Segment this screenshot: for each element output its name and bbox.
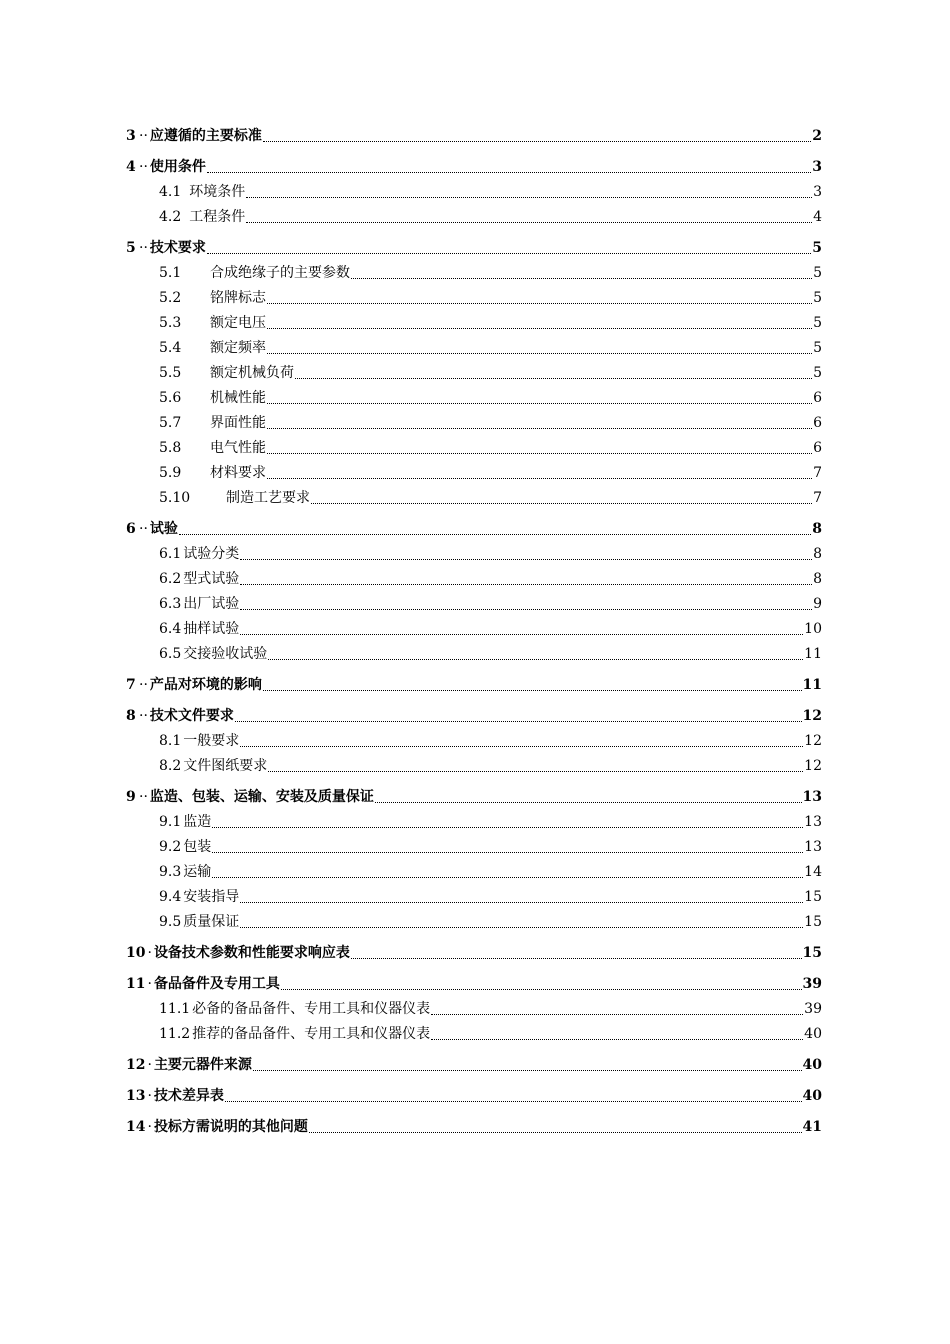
toc-subsection-entry[interactable] [126,488,822,513]
dot-leader [267,302,812,304]
toc-subsection-entry[interactable] [126,388,822,413]
dot-leader [240,926,803,928]
toc-page-number: 15 [804,914,822,930]
toc-subsection-entry[interactable] [126,413,822,438]
toc-line [126,789,822,806]
dot-leader [235,720,802,722]
toc-line [159,184,822,201]
toc-number: 6.4 [159,621,182,637]
toc-line [159,490,822,507]
toc-title: 工程条件 [189,209,246,225]
dot-leader [207,252,811,254]
toc-subsection-entry[interactable] [126,619,822,644]
toc-page-number: 11 [802,677,822,693]
dot-leader [240,901,803,903]
toc-separator: · [147,1057,152,1073]
toc-number: 3 [126,128,136,144]
toc-line [159,340,822,357]
toc-title: 交接验收试验 [183,646,268,662]
toc-line [159,440,822,457]
toc-line [159,1026,822,1043]
toc-subsection-entry[interactable] [126,544,822,569]
toc-title: 界面性能 [210,415,266,431]
toc-page-number: 11 [804,646,822,662]
toc-page-number: 12 [804,758,822,774]
toc-line [159,646,822,663]
dot-leader [212,851,803,853]
toc-line [126,945,822,962]
toc-line [159,390,822,407]
toc-page-number: 8 [813,571,822,587]
toc-title: 应遵循的主要标准 [149,128,262,144]
toc-page-number: 7 [813,490,822,506]
toc-page-number: 40 [802,1057,822,1073]
toc-page-number: 8 [813,546,822,562]
dot-leader [246,221,812,223]
toc-section-entry[interactable] [126,937,822,968]
toc-title: 试验分类 [183,546,240,562]
toc-line [159,209,822,226]
dot-leader [311,502,812,504]
toc-page-number: 9 [813,596,822,612]
toc-number: 5.7 [159,415,182,431]
toc-title: 必备的备品备件、专用工具和仪器仪表 [192,1001,431,1017]
toc-section-entry[interactable] [126,968,822,999]
toc-number: 11.2 [159,1026,191,1042]
toc-line [126,1119,822,1136]
toc-subsection-entry[interactable] [126,887,822,912]
toc-number: 9.1 [159,814,182,830]
toc-title: 技术文件要求 [149,708,234,724]
dot-leader [267,327,812,329]
toc-number: 7 [126,677,136,693]
toc-section-entry[interactable] [126,1111,822,1142]
toc-section-entry[interactable] [126,1049,822,1080]
toc-page-number: 39 [802,976,822,992]
toc-line [159,365,822,382]
toc-title: 包装 [183,839,212,855]
toc-subsection-entry[interactable] [126,731,822,756]
toc-number: 13 [126,1088,146,1104]
toc-subsection-entry[interactable] [126,463,822,488]
toc-title: 主要元器件来源 [153,1057,252,1073]
toc-number: 5.5 [159,365,182,381]
dot-leader [267,402,812,404]
toc-page-number: 5 [813,315,822,331]
toc-title: 制造工艺要求 [226,490,310,506]
toc-title: 出厂试验 [183,596,240,612]
toc-page-number: 6 [813,415,822,431]
toc-page-number: 5 [812,240,822,256]
dot-leader [295,377,812,379]
toc-page-number: 5 [813,265,822,281]
dot-leader [240,633,803,635]
toc-number: 6.1 [159,546,182,562]
toc-line [159,814,822,831]
toc-page-number: 6 [813,440,822,456]
toc-title: 设备技术参数和性能要求响应表 [153,945,350,961]
toc-page-number: 39 [804,1001,822,1017]
toc-subsection-entry[interactable] [126,313,822,338]
toc-title: 备品备件及专用工具 [153,976,280,992]
toc-section-entry[interactable] [126,781,822,812]
toc-page-number: 7 [813,465,822,481]
toc-line [159,733,822,750]
dot-leader [212,826,803,828]
toc-line [159,839,822,856]
toc-line [126,1088,822,1105]
toc-line [159,914,822,931]
toc-line [126,1057,822,1074]
toc-title: 产品对环境的影响 [149,677,262,693]
toc-line [159,758,822,775]
toc-page-number: 40 [802,1088,822,1104]
toc-line [159,621,822,638]
toc-number: 5.8 [159,440,182,456]
toc-line [126,521,822,538]
toc-line [159,315,822,332]
toc-title: 监造、包装、运输、安装及质量保证 [149,789,374,805]
dot-leader [375,801,802,803]
table-of-contents [126,126,822,1142]
toc-number: 5.4 [159,340,182,356]
toc-subsection-entry[interactable] [126,837,822,862]
toc-section-entry[interactable] [126,1080,822,1111]
dot-leader [240,558,812,560]
toc-number: 6.3 [159,596,182,612]
toc-number: 6 [126,521,136,537]
toc-subsection-entry[interactable] [126,862,822,887]
toc-line [159,546,822,563]
toc-section-entry[interactable] [126,232,822,263]
toc-title: 文件图纸要求 [183,758,268,774]
dot-leader [253,1069,802,1071]
toc-page-number: 5 [813,340,822,356]
toc-number: 9 [126,789,136,805]
dot-leader [263,140,811,142]
toc-separator: · [147,945,152,961]
toc-line [126,677,822,694]
toc-separator: · [147,1088,152,1104]
toc-page-number: 15 [804,889,822,905]
toc-line [159,465,822,482]
toc-title: 质量保证 [183,914,240,930]
toc-subsection-entry[interactable] [126,182,822,207]
toc-title: 材料要求 [210,465,266,481]
toc-subsection-entry[interactable] [126,338,822,363]
toc-separator: · [147,1119,152,1135]
toc-line [126,159,822,176]
dot-leader [431,1038,803,1040]
toc-line [159,596,822,613]
toc-title: 安装指导 [183,889,240,905]
dot-leader [267,477,812,479]
dot-leader [351,277,812,279]
toc-page-number: 4 [813,209,822,225]
toc-number: 8 [126,708,136,724]
toc-line [126,708,822,725]
toc-title: 试验 [149,521,178,537]
dot-leader [267,427,812,429]
dot-leader [268,770,803,772]
toc-number: 12 [126,1057,146,1073]
toc-page-number: 14 [804,864,822,880]
toc-number: 11 [126,976,146,992]
toc-subsection-entry[interactable] [126,363,822,388]
toc-line [159,889,822,906]
dot-leader [267,352,812,354]
dot-leader [212,876,803,878]
toc-number: 4 [126,159,136,175]
toc-title: 抽样试验 [183,621,240,637]
toc-page-number: 12 [804,733,822,749]
toc-subsection-entry[interactable] [126,207,822,232]
toc-title: 技术差异表 [153,1088,224,1104]
toc-line [126,240,822,257]
dot-leader [431,1013,803,1015]
toc-separator: ·· [139,128,148,144]
toc-separator: ·· [139,240,148,256]
toc-number: 9.3 [159,864,182,880]
toc-page-number: 13 [802,789,822,805]
toc-separator: · [147,976,152,992]
toc-line [159,1001,822,1018]
toc-page-number: 40 [804,1026,822,1042]
toc-page-number: 8 [812,521,822,537]
toc-page-number: 13 [804,839,822,855]
dot-leader [263,689,802,691]
toc-line [159,290,822,307]
toc-subsection-entry[interactable] [126,1024,822,1049]
dot-leader [281,988,802,990]
toc-subsection-entry[interactable] [126,263,822,288]
toc-separator: ·· [139,521,148,537]
toc-number: 4.1 [159,184,182,200]
toc-subsection-entry[interactable] [126,644,822,669]
toc-title: 铭牌标志 [210,290,266,306]
toc-title: 使用条件 [149,159,206,175]
dot-leader [246,196,812,198]
toc-line [159,864,822,881]
toc-title: 型式试验 [183,571,240,587]
toc-line [159,415,822,432]
dot-leader [240,608,812,610]
toc-page-number: 5 [813,365,822,381]
toc-number: 10 [126,945,146,961]
toc-number: 5.9 [159,465,182,481]
dot-leader [267,452,812,454]
toc-section-entry[interactable] [126,126,822,151]
toc-number: 5.3 [159,315,182,331]
toc-subsection-entry[interactable] [126,288,822,313]
toc-title: 额定机械负荷 [210,365,294,381]
toc-page-number: 3 [812,159,822,175]
dot-leader [240,745,803,747]
toc-title: 合成绝缘子的主要参数 [210,265,350,281]
toc-line [159,571,822,588]
toc-line [126,128,822,145]
toc-subsection-entry[interactable] [126,999,822,1024]
toc-title: 投标方需说明的其他问题 [153,1119,308,1135]
toc-separator: ·· [139,708,148,724]
toc-separator: ·· [139,789,148,805]
toc-page-number: 3 [813,184,822,200]
toc-number: 9.4 [159,889,182,905]
toc-subsection-entry[interactable] [126,569,822,594]
toc-number: 5.2 [159,290,182,306]
toc-section-entry[interactable] [126,151,822,182]
toc-title: 技术要求 [149,240,206,256]
toc-number: 9.2 [159,839,182,855]
toc-page-number: 41 [802,1119,822,1135]
dot-leader [179,533,811,535]
toc-number: 5 [126,240,136,256]
toc-separator: ·· [139,677,148,693]
toc-number: 5.10 [159,490,191,506]
toc-title: 监造 [183,814,212,830]
toc-page-number: 10 [804,621,822,637]
toc-page-number: 5 [813,290,822,306]
toc-subsection-entry[interactable] [126,912,822,937]
toc-title: 机械性能 [210,390,266,406]
toc-title: 额定电压 [210,315,266,331]
toc-page-number: 2 [812,128,822,144]
toc-title: 电气性能 [210,440,266,456]
toc-number: 4.2 [159,209,182,225]
toc-subsection-entry[interactable] [126,812,822,837]
toc-number: 6.2 [159,571,182,587]
toc-page-number: 13 [804,814,822,830]
toc-title: 一般要求 [183,733,240,749]
toc-section-entry[interactable] [126,669,822,700]
toc-separator: ·· [139,159,148,175]
dot-leader [351,957,802,959]
toc-number: 8.2 [159,758,182,774]
toc-page-number: 12 [802,708,822,724]
toc-title: 额定频率 [210,340,266,356]
toc-number: 5.1 [159,265,182,281]
toc-section-entry[interactable] [126,700,822,731]
toc-title: 运输 [183,864,212,880]
toc-page-number: 15 [802,945,822,961]
toc-number: 8.1 [159,733,182,749]
toc-page-number: 6 [813,390,822,406]
dot-leader [268,658,803,660]
dot-leader [309,1131,802,1133]
toc-number: 14 [126,1119,146,1135]
dot-leader [225,1100,802,1102]
toc-title: 环境条件 [189,184,246,200]
toc-subsection-entry[interactable] [126,438,822,463]
toc-number: 11.1 [159,1001,191,1017]
toc-section-entry[interactable] [126,513,822,544]
dot-leader [240,583,812,585]
toc-number: 6.5 [159,646,182,662]
toc-line [126,976,822,993]
toc-number: 5.6 [159,390,182,406]
toc-title: 推荐的备品备件、专用工具和仪器仪表 [192,1026,431,1042]
toc-number: 9.5 [159,914,182,930]
toc-line [159,265,822,282]
toc-subsection-entry[interactable] [126,594,822,619]
dot-leader [207,171,811,173]
toc-subsection-entry[interactable] [126,756,822,781]
